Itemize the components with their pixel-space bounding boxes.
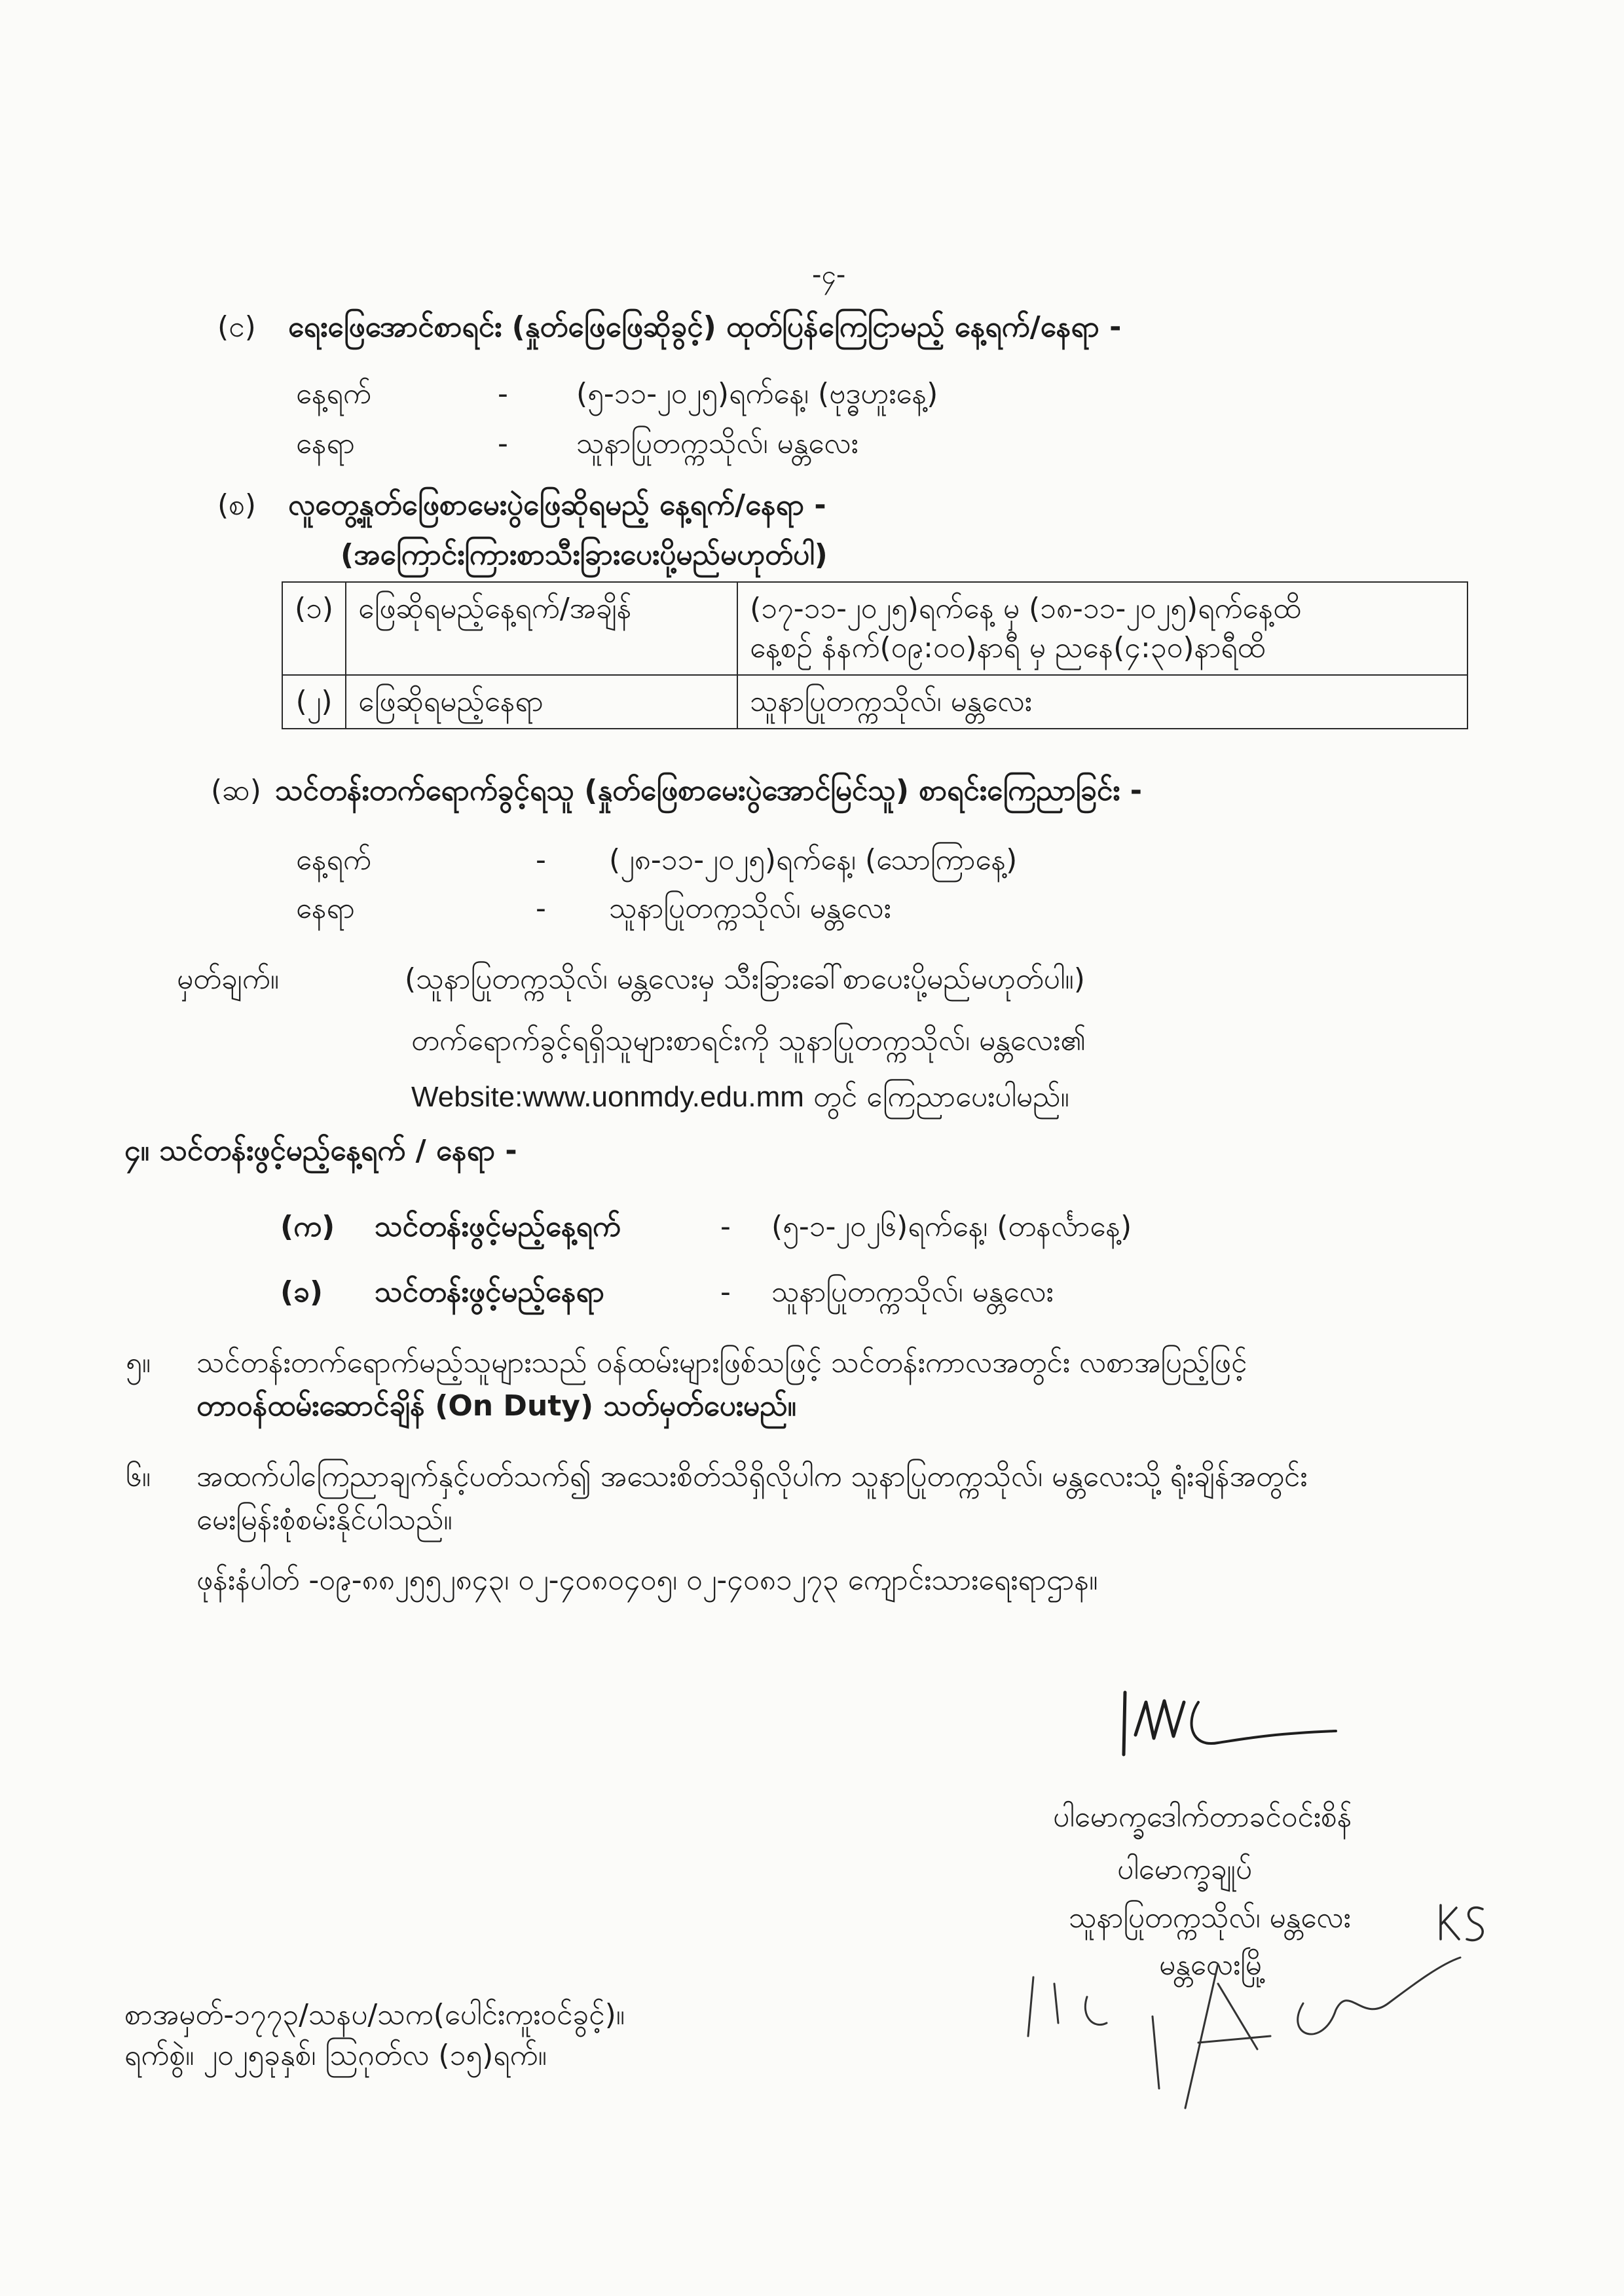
table-value-line: (၁၇-၁၁-၂၀၂၅)ရက်နေ့ မှ (၁၈-၁၁-၂၀၂၅)ရက်နေ့ထိ [750,592,1301,625]
result-list-place-dash: - [498,427,508,460]
final-list-date-value: (၂၈-၁၁-၂၀၂၅)ရက်နေ့၊ (သောကြာနေ့) [609,843,1018,877]
section-result-list-heading: ရေးဖြေအောင်စာရင်း (နှုတ်ဖြေဖြေဆိုခွင့်) ထုတ်ပြန်ကြေငြာမည့် နေ့ရက်/နေရာ - [288,310,1122,344]
section-interview-number: (စ) [217,488,257,522]
opening-item-label: သင်တန်းဖွင့်မည့်နေ့ရက် [375,1210,621,1243]
note-line-3-suffix: တွင် ကြေညာပေးပါမည်။ [813,1080,1069,1114]
para-6-line-2: မေးမြန်းစုံစမ်းနိုင်ပါသည်။ [196,1503,452,1537]
note-line-1: (သူနာပြုတက္ကသိုလ်၊ မန္တလေးမှ သီးခြားခေါ်စာပေးပို့မည်မဟုတ်ပါ။) [405,962,1085,996]
interview-schedule-table [282,581,1468,729]
signatory-city: မန္တလေးမြို့ [1159,1948,1266,1982]
final-list-date-dash: - [536,843,546,877]
table-value-line: သူနာပြုတက္ကသိုလ်၊ မန္တလေး [750,685,1032,718]
result-list-place-label: နေရာ [296,427,356,460]
result-list-date-label: နေ့ရက် [296,377,371,410]
note-line-2: တက်ရောက်ခွင့်ရရှိသူများစာရင်းကို သူနာပြုတက္ကသိုလ်၊ မန္တလေး၏ [411,1024,1086,1057]
opening-item-value: (၅-၁-၂၀၂၆)ရက်နေ့၊ (တနင်္လာနေ့) [771,1210,1132,1243]
section-final-list-number: (ဆ) [211,774,261,807]
table-cell-number: (၁) [282,582,346,675]
reference-number: စာအမှတ်-၁၇၇၃/သနပ/သက(ပေါင်းကူးဝင်ခွင့်)။ [124,1998,625,2032]
opening-item-number: (ခ) [280,1275,323,1309]
opening-item-label: သင်တန်းဖွင့်မည့်နေရာ [375,1275,604,1309]
final-list-place-dash: - [536,892,546,925]
signatory-title: ပါမောက္ခချုပ် [1117,1853,1252,1886]
result-list-place-value: သူနာပြုတက္ကသိုလ်၊ မန္တလေး [576,427,858,460]
reference-date: ရက်စွဲ။ ၂၀၂၅ခုနှစ်၊ ဩဂုတ်လ (၁၅)ရက်။ [124,2039,547,2072]
table-cell-label: ဖြေဆိုရမည့်နေရာ [346,675,737,729]
final-list-date-label: နေ့ရက် [296,843,371,877]
table-row [282,582,1467,675]
para-6-line-1: အထက်ပါကြေညာချက်နှင့်ပတ်သက်၍ အသေးစိတ်သိရှိလိုပါက သူနာပြုတက္ကသိုလ်၊ မန္တလေးသို့ ရုံးချိန်အတွင်း [196,1460,1308,1493]
signatory-organization: သူနာပြုတက္ကသိုလ်၊ မန္တလေး [1069,1901,1351,1935]
result-list-date-value: (၅-၁၁-၂၀၂၅)ရက်နေ့၊ (ဗုဒ္ဓဟူးနေ့) [576,377,938,410]
page-number: -၄- [812,260,846,290]
result-list-date-dash: - [498,377,508,410]
opening-item-value: သူနာပြုတက္ကသိုလ်၊ မန္တလေး [771,1275,1054,1309]
opening-heading: ၄။ သင်တန်းဖွင့်မည့်နေ့ရက် / နေရာ - [124,1134,517,1167]
para-5-line-2: တာဝန်ထမ်းဆောင်ချိန် (On Duty) သတ်မှတ်ပေးမည်။ [196,1389,796,1423]
signature-mark [1107,1676,1342,1774]
para-5-number: ၅။ [126,1346,151,1379]
note-line-3 [411,1078,1069,1117]
table-cell-label: ဖြေဆိုရမည့်နေ့ရက်/အချိန် [346,582,737,675]
website-link[interactable]: Website:www.uonmdy.edu.mm [411,1081,804,1113]
section-final-list-heading: သင်တန်းတက်ရောက်ခွင့်ရသူ (နှုတ်ဖြေစာမေးပွဲအောင်မြင်သူ) စာရင်းကြေညာခြင်း - [275,774,1143,807]
para-6-phone: ဖုန်းနံပါတ် -၀၉-၈၈၂၅၅၂၈၄၃၊ ၀၂-၄၀၈၀၄၀၅၊ ၀၂-၄၀၈၁၂၇၃ ကျောင်းသားရေးရာဌာန။ [196,1563,1098,1597]
table-cell-value [737,675,1467,729]
section-interview-subheading: (အကြောင်းကြားစာသီးခြားပေးပို့မည်မဟုတ်ပါ) [341,538,828,572]
para-6-number: ၆။ [126,1460,151,1493]
signatory-name: ပါမောက္ခဒေါက်တာခင်ဝင်းစိန် [1053,1800,1352,1834]
table-row [282,675,1467,729]
table-cell-value [737,582,1467,675]
table-cell-number: (၂) [282,675,346,729]
table-value-line: နေ့စဉ် နံနက်(၀၉:၀၀)နာရီ မှ ညနေ(၄:၃၀)နာရီထိ [750,631,1266,665]
final-list-place-label: နေရာ [296,892,356,925]
final-list-place-value: သူနာပြုတက္ကသိုလ်၊ မန္တလေး [609,892,891,925]
opening-item-number: (က) [280,1210,335,1243]
section-interview-heading: လူတွေ့နှုတ်ဖြေစာမေးပွဲဖြေဆိုရမည့် နေ့ရက်/နေရာ - [288,488,826,522]
note-label: မှတ်ချက်။ [177,962,280,996]
opening-item-dash: - [720,1210,731,1243]
opening-item-dash: - [720,1275,731,1309]
section-result-list-number: (င) [217,310,256,344]
para-5-line-1: သင်တန်းတက်ရောက်မည့်သူများသည် ဝန်ထမ်းများဖြစ်သဖြင့် သင်တန်းကာလအတွင်း လစာအပြည့်ဖြင့် [196,1346,1247,1379]
initial-scribbles [1022,1925,1480,2115]
